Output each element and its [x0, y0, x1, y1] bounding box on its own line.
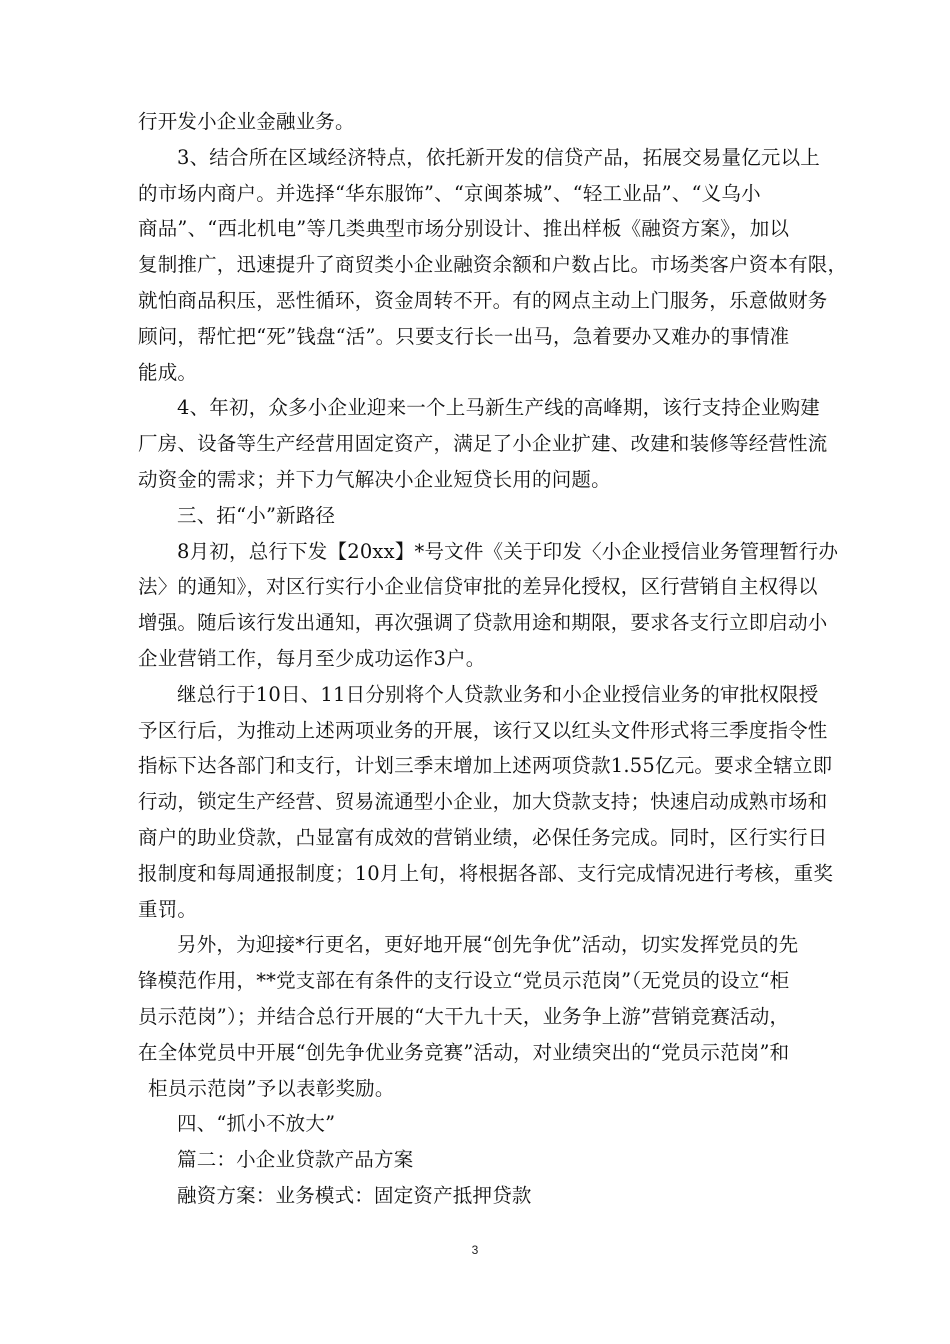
section-heading: 四、“抓小不放大”	[177, 1112, 336, 1136]
text-line: 就怕商品积压，恶性循环，资金周转不开。有的网点主动上门服务，乐意做财务	[138, 288, 828, 312]
text-line: 8月初，总行下发【20xx】*号文件《关于印发〈小企业授信业务管理暂行办	[177, 539, 839, 563]
text-line: 顾问，帮忙把“死”钱盘“活”。只要支行长一出马，急着要办又难办的事情准	[138, 324, 790, 348]
text-line: 企业营销工作，每月至少成功运作3户。	[138, 646, 486, 670]
text-line: 增强。随后该行发出通知，再次强调了贷款用途和期限，要求各支行立即启动小	[138, 611, 828, 635]
text-line: 在全体党员中开展“创先争优业务竞赛”活动，对业绩突出的“党员示范岗”和	[138, 1040, 790, 1064]
text-line: 的市场内商户。并选择“华东服饰”、“京闽茶城”、“轻工业品”、“义乌小	[138, 181, 761, 205]
text-line: 予区行后，为推动上述两项业务的开展，该行又以红头文件形式将三季度指令性	[138, 718, 828, 742]
text-line: 4、年初，众多小企业迎来一个上马新生产线的高峰期，该行支持企业购建	[177, 396, 821, 420]
text-line: 融资方案：业务模式：固定资产抵押贷款	[177, 1183, 532, 1207]
section-heading: 篇二：小企业贷款产品方案	[177, 1148, 414, 1172]
document-body	[138, 104, 848, 1214]
text-line: 重罚。	[138, 897, 198, 921]
text-line: 厂房、设备等生产经营用固定资产，满足了小企业扩建、改建和装修等经营性流	[138, 432, 828, 456]
text-line: 法〉的通知》，对区行实行小企业信贷审批的差异化授权，区行营销自主权得以	[138, 575, 818, 599]
text-line: 行动，锁定生产经营、贸易流通型小企业，加大贷款支持；快速启动成熟市场和	[138, 790, 828, 814]
text-line: 商品”、“西北机电”等几类典型市场分别设计、推出样板《融资方案》，加以	[138, 217, 790, 241]
text-line: 继总行于10日、11日分别将个人贷款业务和小企业授信业务的审批权限授	[177, 682, 819, 706]
text-line: 动资金的需求；并下力气解决小企业短贷长用的问题。	[138, 467, 611, 491]
text-line: 行开发小企业金融业务。	[138, 110, 355, 133]
text-line: 锋模范作用，**党支部在有条件的支行设立“党员示范岗”（无党员的设立“柜	[138, 969, 790, 993]
text-line: 复制推广，迅速提升了商贸类小企业融资余额和户数占比。市场类客户资本有限，	[138, 253, 848, 277]
text-line: 柜员示范岗”予以表彰奖励。	[148, 1076, 395, 1100]
text-line: 指标下达各部门和支行，计划三季末增加上述两项贷款1.55亿元。要求全辖立即	[138, 754, 833, 778]
text-line: 3、结合所在区域经济特点，依托新开发的信贷产品，拓展交易量亿元以上	[177, 145, 821, 169]
section-heading: 三、拓“小”新路径	[177, 503, 336, 527]
text-line: 另外，为迎接*行更名，更好地开展“创先争优”活动，切实发挥党员的先	[177, 933, 799, 957]
text-line: 报制度和每周通报制度；10月上旬，将根据各部、支行完成情况进行考核，重奖	[138, 861, 834, 885]
text-line: 能成。	[138, 360, 198, 384]
text-line: 商户的助业贷款，凸显富有成效的营销业绩，必保任务完成。同时，区行实行日	[138, 825, 828, 849]
text-line: 员示范岗”）；并结合总行开展的“大干九十天，业务争上游”营销竞赛活动，	[138, 1004, 790, 1028]
page-number: 3	[471, 1243, 479, 1257]
